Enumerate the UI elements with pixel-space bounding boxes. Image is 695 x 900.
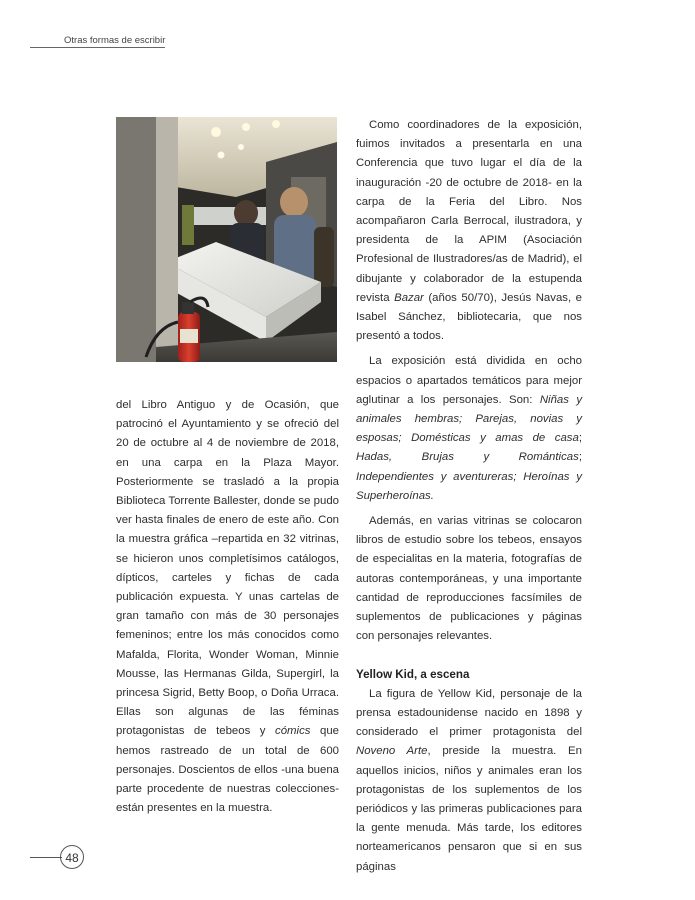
right-paragraph-2: La exposición está dividida en ocho espacios o apartados temáticos para mejor aglutinar a los personajes. Son: Niñas y animales hembras; Parejas, novias y esposas; Domésticas y amas de casa; Hadas, Brujas y Románticas; Independientes y aventureras; Heroínas y Superheroínas. [356,355,583,502]
footer-rule [30,857,62,858]
right-column [356,116,582,877]
right-paragraph-4: La figura de Yellow Kid, personaje de la prensa estadounidense nacido en 1898 y considerado el primer protagonista del Noveno Arte, preside la muestra. En aquellos inicios, niños y animales eran los protagonistas de los suplementos de los periódicos y las primeras publicaciones para la gente menuda. Más tarde, los editores norteamericanos pensaron que si en sus páginas [356,687,582,873]
page-number: 48 [60,845,84,869]
left-paragraph: del Libro Antiguo y de Ocasión, que patrocinó el Ayuntamiento y se ofreció del 20 de octubre al 4 de noviembre de 2018, en una carpa en la Plaza Mayor. Posteriormente se trasladó a la propia Biblioteca Torrente Ballester, donde se pudo ver hasta finales de enero de este año. Con la muestra gráfica –repartida en 32 vitrinas, se hicieron unos completísimos catálogos, dípticos, carteles y fichas de cada publicación expuesta. Y unas cartelas de gran tamaño con más de 30 personajes femeninos; entre los más conocidos como Mafalda, Florita, Wonder Woman, Minnie Mousse, las Hermanas Gilda, Supergirl, la princesa Sigrid, Betty Boop, o Doña Urraca. Ellas son algunas de las féminas protagonistas de tebeos y cómics que hemos rastreado de un total de 600 personajes. Doscientos de ellos -una buena parte procedente de nuestras colecciones- están presentes en la muestra. [116,399,339,815]
running-header: Otras formas de escribir [64,35,166,46]
section-subheading: Yellow Kid, a escena [356,668,470,682]
left-column [116,396,339,818]
right-paragraph-3: Además, en varias vitrinas se colocaron libros de estudio sobre los tebeos, ensayos de especialitas en la materia, fotografías de autoras contemporáneas, y una importante cantidad de reproducciones facsímiles de suplementos de publicaciones y páginas con personajes relevantes. [356,515,582,643]
right-paragraph-1: Como coordinadores de la exposición, fuimos invitados a presentarla en una Conferencia que tuvo lugar el día de la inauguración -20 de octubre de 2018- en la carpa de la Feria del Libro. Nos acompañaron Carla Berrocal, ilustradora, y presidenta de la APIM (Asociación Profesional de Ilustradores/as de Madrid), el dibujante y colaborador de la estupenda revista Bazar (años 50/70), Jesús Navas, e Isabel Sánchez, bibliotecaria, que nos presentó a todos. [356,119,583,343]
header-rule [30,47,165,48]
exhibition-photo [116,117,337,362]
